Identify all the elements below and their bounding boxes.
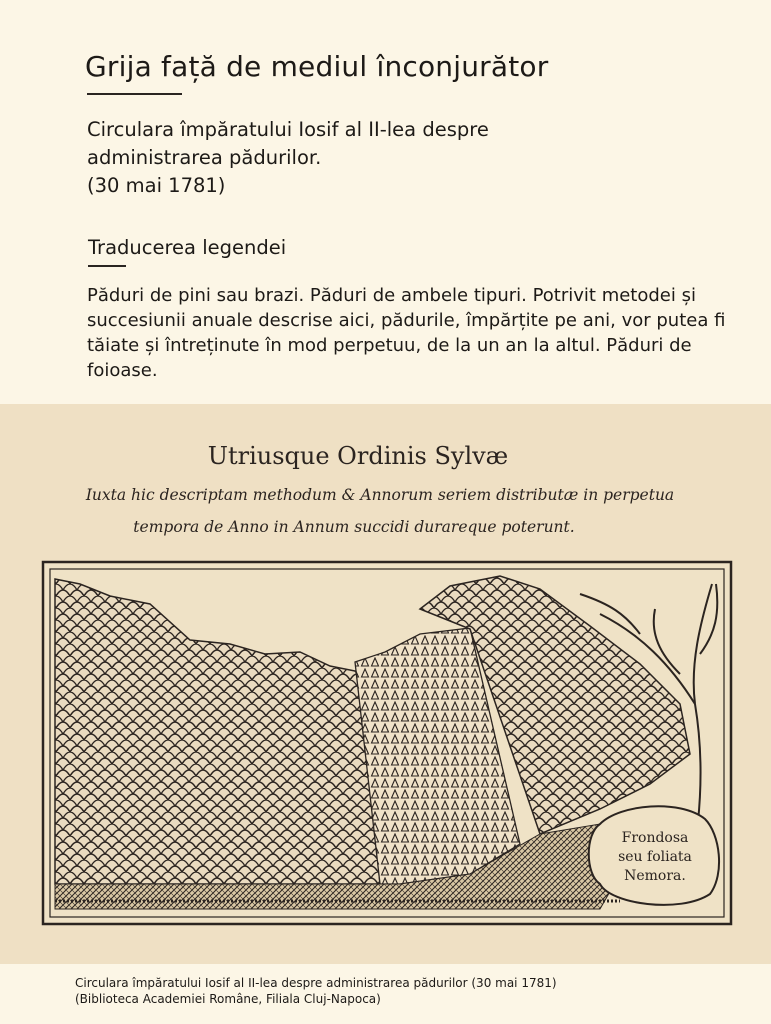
image-caption — [75, 975, 755, 1007]
title-underline — [87, 93, 182, 95]
engraving-line-2: tempora de Anno in Annum succidi durareque poterunt. — [133, 518, 575, 536]
document-subtitle — [87, 116, 687, 200]
caption-line-1: Circulara împăratului Iosif al II-lea despre administrarea pădurilor (30 mai 1781) — [75, 976, 557, 990]
section-heading: Traducerea legendei — [88, 236, 287, 259]
label-frondosa: Frondosa — [621, 830, 689, 846]
label-nemora: Nemora. — [624, 868, 686, 884]
engraving-heading: Utriusque Ordinis Sylvæ — [207, 442, 509, 470]
legend-translation: Păduri de pini sau brazi. Păduri de ambele tipuri. Potrivit metodei și succesiunii anuale descrise aici, pădurile, împărțite pe ani, vor putea fi tăiate și întreținute în mod perpetuu, de la un an la altul. Păduri de foioase. — [87, 285, 726, 381]
section-underline — [88, 265, 126, 267]
subtitle-line-3: (30 mai 1781) — [87, 174, 226, 197]
label-seu-foliata: seu foliata — [618, 849, 692, 865]
subtitle-line-1: Circulara împăratului Iosif al II-lea despre — [87, 118, 489, 141]
page-title: Grija față de mediul înconjurător — [85, 50, 549, 83]
subtitle-line-2: administrarea pădurilor. — [87, 146, 322, 169]
engraving-image — [0, 404, 771, 964]
caption-line-2: (Biblioteca Academiei Române, Filiala Cluj-Napoca) — [75, 992, 381, 1006]
engraving-line-1: Iuxta hic descriptam methodum & Annorum seriem distributæ in perpetua — [85, 486, 675, 504]
label-cartouche — [589, 806, 719, 905]
